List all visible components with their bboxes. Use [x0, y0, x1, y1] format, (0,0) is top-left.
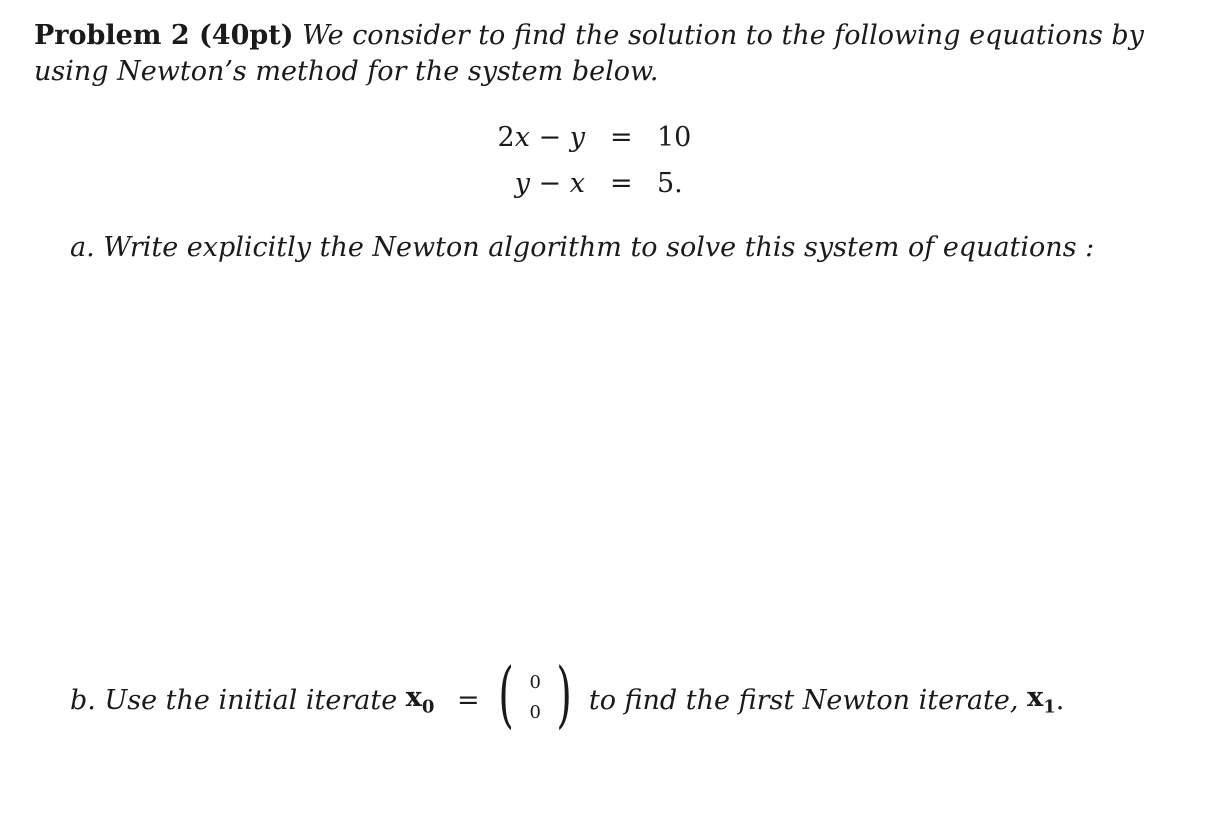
initial-vector — [498, 652, 572, 740]
vector-entry: 0 — [529, 672, 541, 693]
equation-lhs — [515, 168, 585, 199]
equation-row — [480, 168, 740, 204]
problem-heading: Problem 2 (40pt) — [34, 20, 294, 51]
x0-subscript: 0 — [421, 696, 435, 718]
equation-lhs-expr: y − x — [514, 168, 585, 199]
part-b-end: . — [1055, 684, 1065, 716]
equation-rhs: 10 — [657, 122, 692, 153]
equation-row — [480, 122, 740, 158]
x0-letter: x — [405, 682, 422, 714]
problem-text: We consider to find the solution to the following equations by using Newton’s method for the system below. — [34, 20, 1144, 87]
part-b-text-after: to find the first Newton iterate, — [588, 684, 1019, 716]
x1-symbol — [1027, 682, 1056, 717]
equation-coefficient: 2 — [497, 122, 515, 153]
equation-lhs — [498, 122, 585, 153]
part-b-label: b. — [70, 684, 96, 716]
x1-letter: x — [1027, 682, 1044, 714]
part-a-label: a. — [70, 232, 95, 263]
equation-rhs: 5. — [657, 168, 683, 199]
part-b — [70, 652, 1065, 736]
x1-subscript: 1 — [1043, 696, 1056, 718]
left-paren: ( — [498, 652, 515, 736]
equals-sign: = — [610, 122, 633, 153]
problem-statement — [34, 18, 1184, 90]
equals-sign: = — [457, 684, 480, 716]
part-a-text: Write explicitly the Newton algorithm to solve this system of equations : — [103, 232, 1095, 263]
part-b-text-before: Use the initial iterate — [104, 684, 398, 716]
equals-sign: = — [610, 168, 633, 199]
x0-symbol — [406, 682, 435, 717]
part-a — [70, 232, 1094, 263]
equation-lhs-expr: x − y — [514, 122, 585, 153]
vector-entry: 0 — [529, 702, 541, 723]
right-paren: ) — [556, 652, 572, 736]
